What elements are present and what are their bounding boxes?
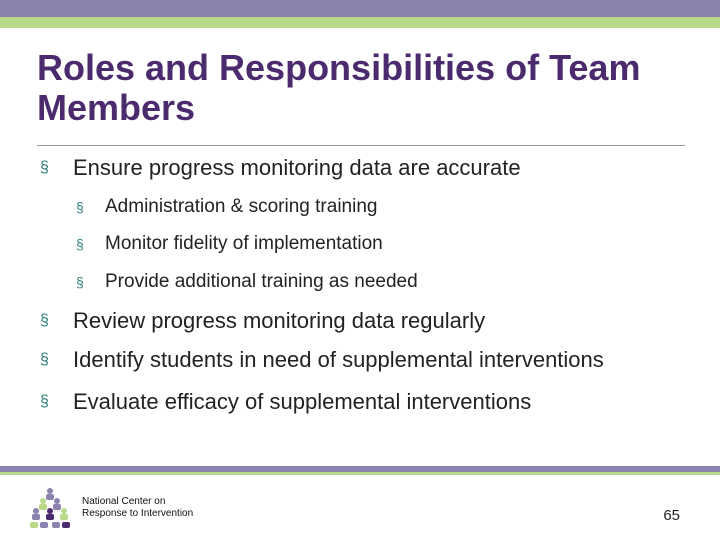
bullet-marker-icon: § <box>40 393 49 410</box>
organization-name <box>82 496 262 520</box>
bullet-text: Administration & scoring training <box>105 196 378 217</box>
bullet-marker-icon: § <box>40 159 49 176</box>
bullet-marker-icon: § <box>40 351 49 368</box>
sub-bullet-item <box>76 194 377 220</box>
bullet-marker-icon: § <box>76 199 84 215</box>
bullet-item <box>40 153 521 183</box>
bullet-text: Evaluate efficacy of supplemental interventions <box>73 389 532 414</box>
bullet-text: Monitor fidelity of implementation <box>105 233 383 254</box>
bullet-marker-icon: § <box>76 236 84 252</box>
bullet-item <box>40 387 531 417</box>
page-number: 65 <box>663 507 680 524</box>
bullet-item <box>40 345 604 375</box>
ncrti-logo-icon <box>28 486 72 530</box>
bullet-text: Provide additional training as needed <box>105 271 418 292</box>
bullet-marker-icon: § <box>76 274 84 290</box>
bullet-marker-icon: § <box>40 312 49 329</box>
sub-bullet-item <box>76 269 418 295</box>
bullet-item <box>40 306 485 336</box>
bullet-text: Identify students in need of supplemental interventions <box>73 347 604 372</box>
slide-title: Roles and Responsibilities of Team Members <box>37 47 641 128</box>
bullet-text: Review progress monitoring data regularly <box>73 308 486 333</box>
sub-bullet-item <box>76 231 383 257</box>
bottom-accent-bar-green <box>0 472 720 475</box>
org-line-1: National Center on <box>82 496 166 507</box>
bullet-text: Ensure progress monitoring data are accurate <box>73 155 521 180</box>
org-line-2: Response to Intervention <box>82 508 194 519</box>
